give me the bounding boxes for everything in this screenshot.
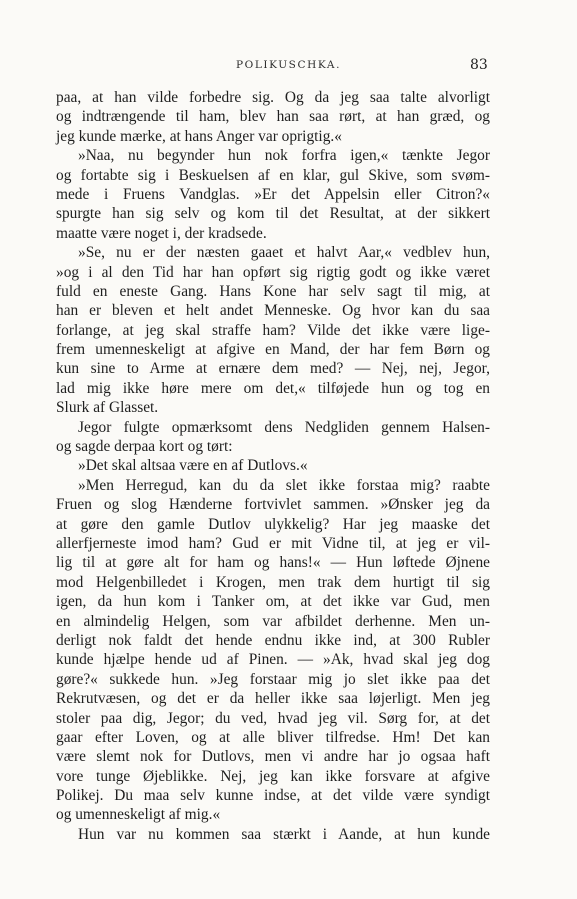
text-line: kun sine to Arme at ernære dem med? — Nej, nej, Jegor, [56,360,490,378]
text-line: være slemt nok for Dutlovs, men vi andre har jo ogsaa haft [56,748,490,766]
text-line: fuld en eneste Gang. Hans Kone har selv sagt til mig, at [56,282,490,300]
text-line: vore tunge Øjeblikke. Nej, jeg kan ikke forsvare at afgive [56,767,490,785]
text-line: maatte være noget i, der kradsede. [56,224,267,242]
text-line: »og i al den Tid har han opført sig rigtig godt og ikke været [56,263,490,281]
text-line: mede i Fruens Vandglas. »Er det Appelsin eller Citron?« [56,185,490,203]
text-line: stoler paa dig, Jegor; du ved, hvad jeg vil. Sørg for, at det [56,709,490,727]
text-line: og fortabte sig i Beskuelsen af en klar, gul Skive, som svøm- [56,166,490,184]
text-line: igen, da hun kom i Tanker om, at det ikke var Gud, men [56,593,490,611]
running-head-title: POLIKUSCHKA. [235,59,342,71]
text-line: Hun var nu kommen saa stærkt i Aande, at hun kunde [78,825,490,843]
text-line: og sagde derpaa kort og tørt: [56,438,233,456]
text-line: Fruen og slog Hænderne fortvivlet sammen. »Ønsker jeg da [56,496,490,514]
text-line: allerfjerneste imod ham? Gud er mit Vidne til, at jeg er vil- [56,534,490,552]
text-line: og umenneskeligt af mig.« [56,806,221,824]
text-line: han er bleven et helt andet Menneske. Og hvor kan du saa [56,302,490,320]
text-line: gøre?« sukkede hun. »Jeg forstaar mig jo slet ikke paa det [56,670,490,688]
text-line: og indtrængende til ham, blev han saa rørt, at han græd, og [56,108,490,126]
text-line: jeg kunde mærke, at hans Anger var oprigtig.« [56,127,342,145]
text-line: derligt nok faldt det hende endnu ikke ind, at 300 Rubler [56,631,490,649]
text-line: Polikej. Du maa selv kunne indse, at det vilde være syndigt [56,787,490,805]
text-line: en almindelig Helgen, som var afbildet derhenne. Men un- [56,612,490,630]
text-line: mod Helgenbilledet i Krogen, men trak dem hurtigt til sig [56,573,490,591]
text-line: Slurk af Glasset. [56,399,159,417]
body-text [56,88,490,844]
page-number: 83 [470,57,488,73]
text-line: lad mig ikke høre mere om det,« tilføjede hun og tog en [56,379,490,397]
text-line: »Se, nu er der næsten gaaet et halvt Aar,« vedblev hun, [78,244,490,262]
text-line: »Det skal altsaa være en af Dutlovs.« [78,457,308,475]
text-line: »Men Herregud, kan du da slet ikke forstaa mig? raabte [78,476,490,494]
text-line: »Naa, nu begynder hun nok forfra igen,« tænkte Jegor [78,147,490,165]
text-line: forlange, at jeg skal straffe ham? Vilde det ikke være lige- [56,321,490,339]
text-line: frem umenneskeligt at afgive en Mand, der har fem Børn og [56,341,490,359]
running-head [0,59,577,77]
text-line: at gøre den gamle Dutlov ulykkelig? Har jeg maaske det [56,515,490,533]
text-line: lig til at gøre alt for ham og hans!« — Hun løftede Øjnene [56,554,490,572]
text-line: spurgte han sig selv og kom til det Resultat, at der sikkert [56,205,490,223]
text-line: gaar efter Loven, og at alle bliver tilfredse. Hm! Det kan [56,728,490,746]
text-line: kunde hjælpe hende ud af Pinen. — »Ak, hvad skal jeg dog [56,651,490,669]
text-line: Jegor fulgte opmærksomt dens Nedgliden gennem Halsen- [78,418,490,436]
text-line: Rekrutvæsen, og det er da heller ikke saa løjerligt. Men jeg [56,690,490,708]
text-line: paa, at han vilde forbedre sig. Og da jeg saa talte alvorligt [56,89,490,106]
